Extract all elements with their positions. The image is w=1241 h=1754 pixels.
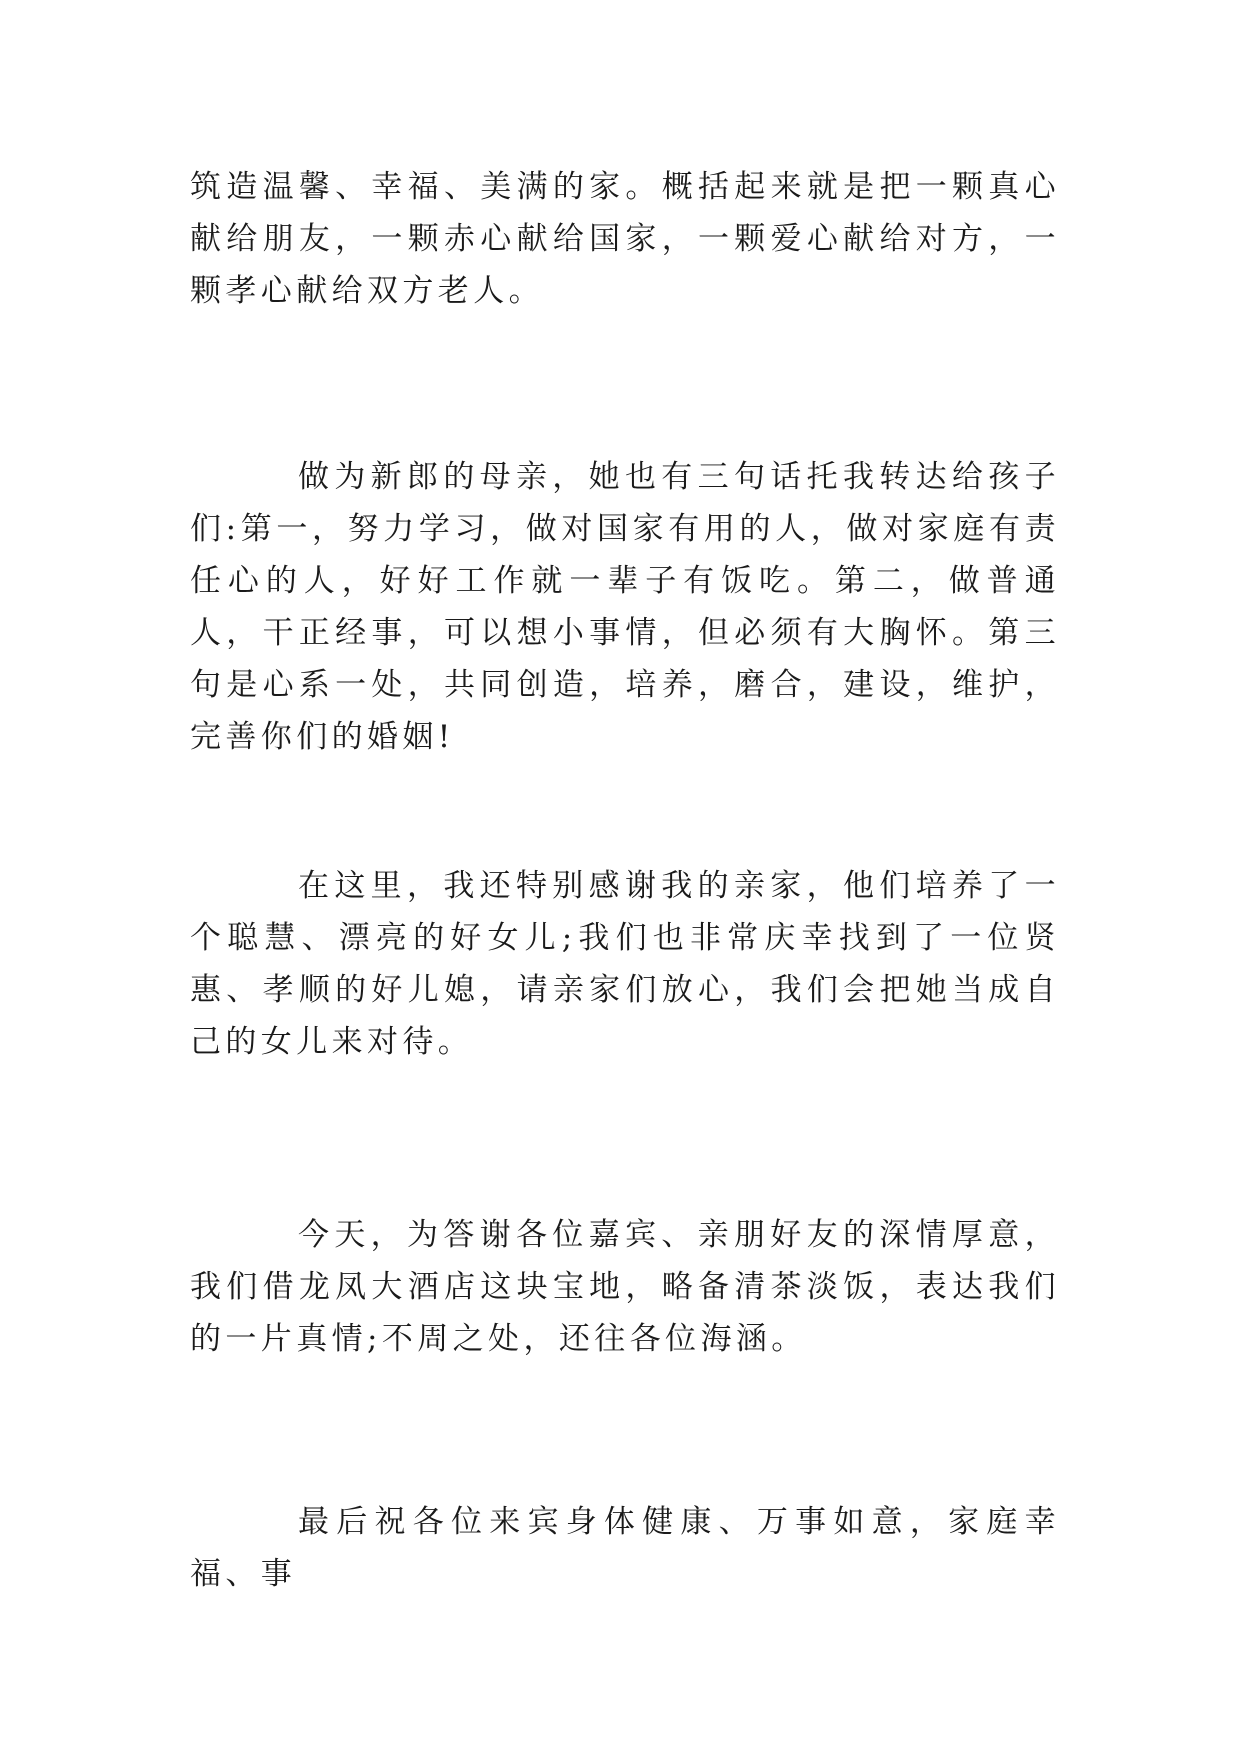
paragraph-continuation: 筑造温馨、幸福、美满的家。概括起来就是把一颗真心献给朋友，一颗赤心献给国家，一颗爱心献给对方，一颗孝心献给双方老人。	[190, 169, 1060, 309]
paragraph-mother-message: 做为新郎的母亲，她也有三句话托我转达给孩子们:第一，努力学习，做对国家有用的人，做对家庭有责任心的人，好好工作就一辈子有饭吃。第二，做普通人，干正经事，可以想小事情，但必须有大胸怀。第三句是心系一处，共同创造，培养，磨合，建设，维护，完善你们的婚姻!	[190, 459, 1060, 755]
paragraph-thanks-guests: 今天，为答谢各位嘉宾、亲朋好友的深情厚意，我们借龙凤大酒店这块宝地，略备清茶淡饭，表达我们的一片真情;不周之处，还往各位海涵。	[190, 1217, 1060, 1357]
paragraph-final-wishes: 最后祝各位来宾身体健康、万事如意，家庭幸福、事	[190, 1504, 1060, 1592]
paragraph-thanks-in-laws: 在这里，我还特别感谢我的亲家，他们培养了一个聪慧、漂亮的好女儿;我们也非常庆幸找到了一位贤惠、孝顺的好儿媳，请亲家们放心，我们会把她当成自己的女儿来对待。	[190, 868, 1060, 1060]
